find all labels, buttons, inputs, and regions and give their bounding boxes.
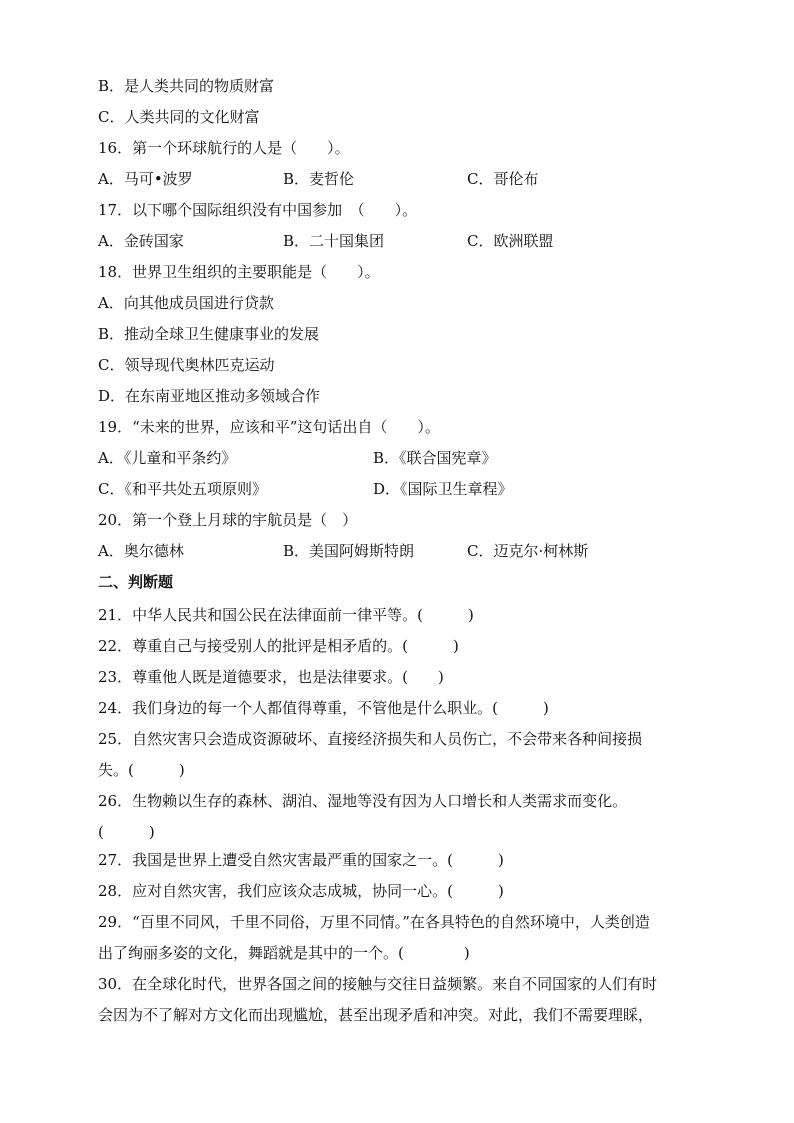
q19-option-d: D．《国际卫生章程》 (373, 480, 513, 498)
q17-option-c: C．欧洲联盟 (467, 232, 554, 250)
question-30-line-2: 会因为不了解对方文化而出现尴尬，甚至出现矛盾和冲突。对此，我们不需要理睬， (98, 1006, 654, 1024)
question-17: 17．以下哪个国际组织没有中国参加 （ ）。 (98, 201, 418, 219)
question-27: 27．我国是世界上遭受自然灾害最严重的国家之一。( ) (98, 851, 504, 869)
question-18: 18．世界卫生组织的主要职能是（ ）。 (98, 263, 380, 281)
q17-option-a: A．金砖国家 (98, 232, 184, 250)
question-30-line-1: 30．在全球化时代，世界各国之间的接触与交往日益频繁。来自不同国家的人们有时 (98, 975, 658, 993)
q17-option-b: B．二十国集团 (283, 232, 385, 250)
question-19: 19．“未来的世界，应该和平”这句话出自（ ）。 (98, 418, 440, 436)
q16-option-b: B．麦哲伦 (283, 170, 355, 188)
q16-option-c: C．哥伦布 (467, 170, 539, 188)
question-28: 28．应对自然灾害，我们应该众志成城，协同一心。( ) (98, 882, 504, 900)
question-25-line-2: 失。( ) (98, 761, 185, 779)
q18-option-d: D．在东南亚地区推动多领域合作 (98, 387, 321, 405)
q19-option-a: A．《儿童和平条约》 (98, 449, 237, 467)
question-25-line-1: 25．自然灾害只会造成资源破坏、直接经济损失和人员伤亡，不会带来各种间接损 (98, 730, 643, 748)
question-22: 22．尊重自己与接受别人的批评是相矛盾的。( ) (98, 637, 459, 655)
section-title-true-false: 二、判断题 (98, 573, 174, 591)
q16-option-a: A．马可•波罗 (98, 170, 193, 188)
q19-option-c: C．《和平共处五项原则》 (98, 480, 267, 498)
q20-option-a: A．奥尔德林 (98, 542, 184, 560)
question-24: 24．我们身边的每一个人都值得尊重，不管他是什么职业。( ) (98, 699, 549, 717)
question-16: 16．第一个环球航行的人是（ ）。 (98, 139, 350, 157)
q20-option-c: C．迈克尔·柯林斯 (467, 542, 589, 560)
question-21: 21．中华人民共和国公民在法律面前一律平等。( ) (98, 606, 474, 624)
question-29-line-2: 出了绚丽多姿的文化，舞蹈就是其中的一个。( ) (98, 944, 470, 962)
option-c-line: C．人类共同的文化财富 (98, 108, 260, 126)
question-26-line-1: 26．生物赖以生存的森林、湖泊、湿地等没有因为人口增长和人类需求而变化。 (98, 792, 628, 810)
q18-option-b: B．推动全球卫生健康事业的发展 (98, 325, 320, 343)
q18-option-a: A．向其他成员国进行贷款 (98, 294, 274, 312)
question-20: 20．第一个登上月球的宇航员是（ ） (98, 511, 358, 529)
q20-option-b: B．美国阿姆斯特朗 (283, 542, 415, 560)
option-b-line: B．是人类共同的物质财富 (98, 77, 275, 95)
q19-option-b: B．《联合国宪章》 (373, 449, 497, 467)
q18-option-c: C．领导现代奥林匹克运动 (98, 356, 275, 374)
question-26-line-2: ( ) (98, 823, 155, 841)
question-29-line-1: 29．“百里不同风，千里不同俗，万里不同情。”在各具特色的自然环境中，人类创造 (98, 913, 650, 931)
question-23: 23．尊重他人既是道德要求，也是法律要求。( ) (98, 668, 444, 686)
